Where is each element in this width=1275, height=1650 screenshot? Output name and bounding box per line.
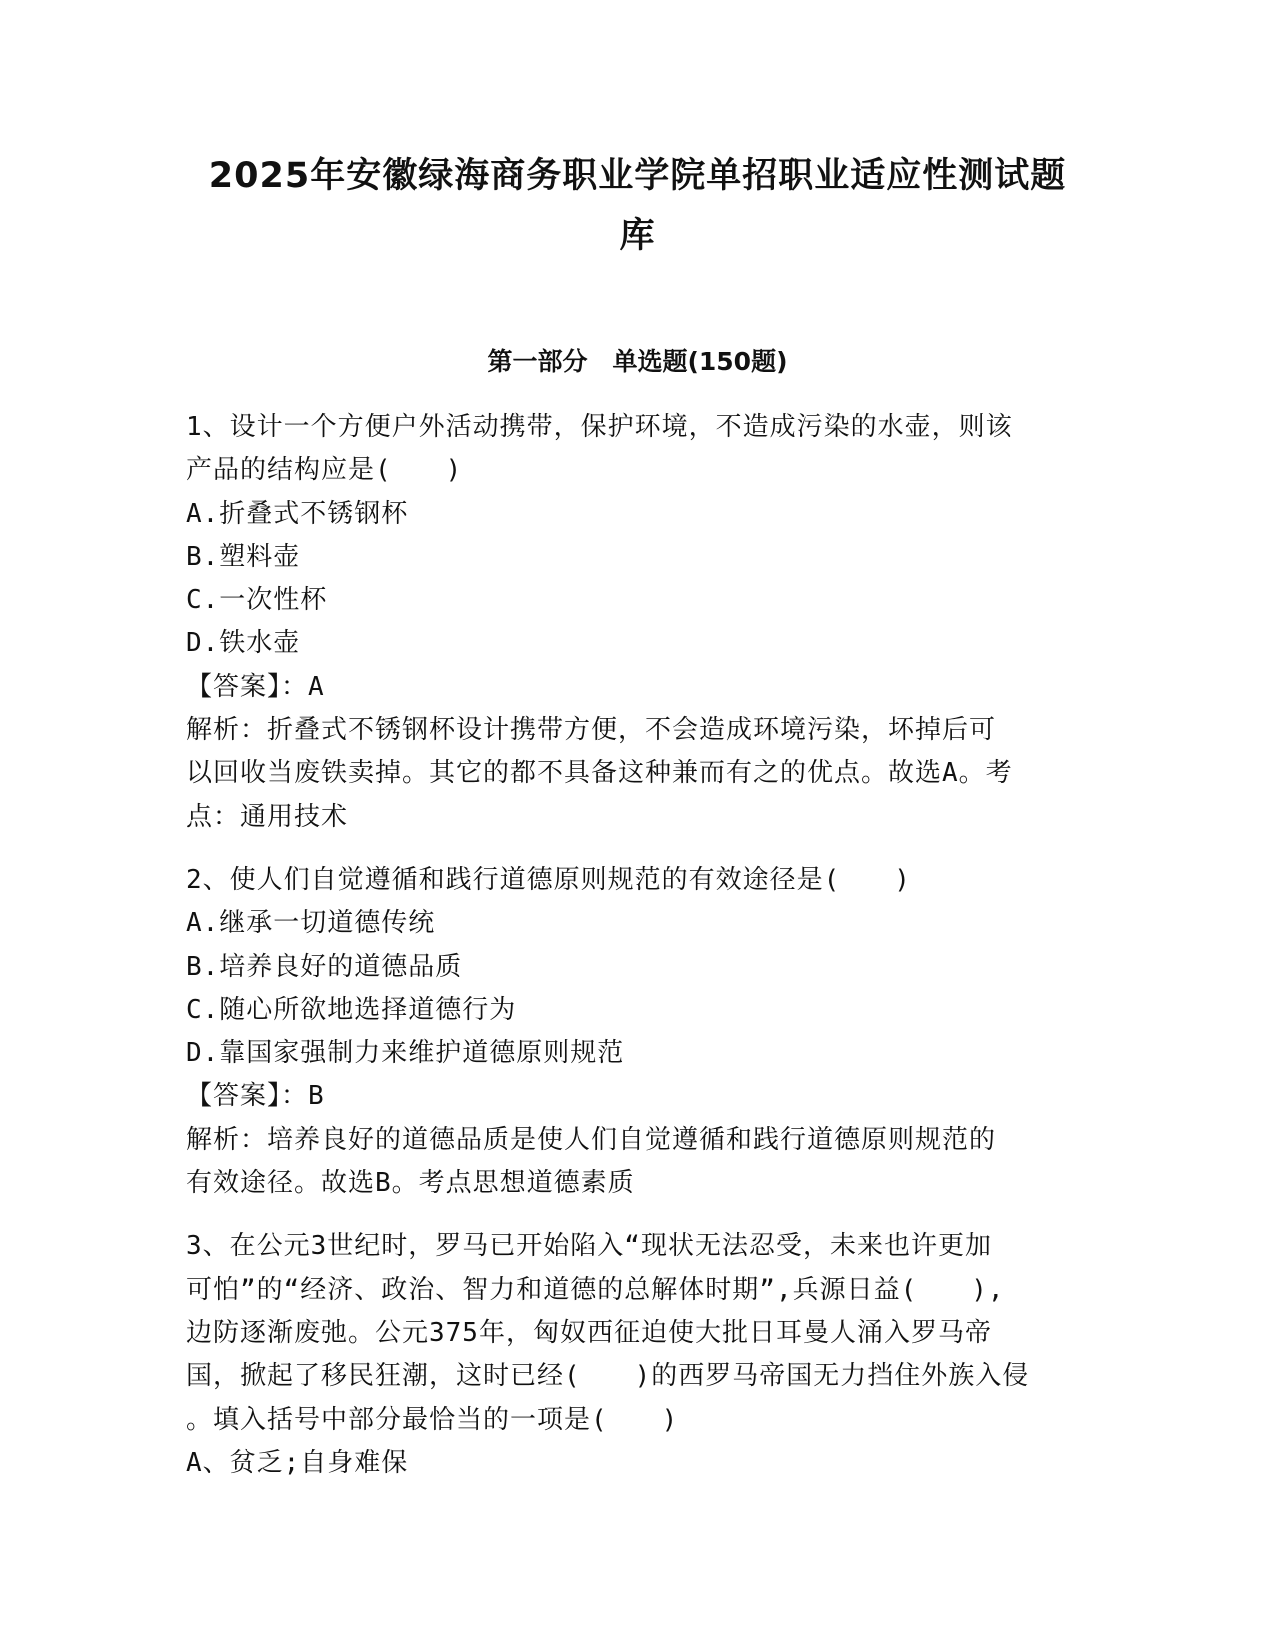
option-b: B.塑料壶 [186,541,301,572]
analysis-text: 解析：培养良好的道德品质是使人们自觉遵循和践行道德原则规范的 [186,1124,997,1155]
answer-row [186,666,1086,709]
answer-label: 【答案】： [186,671,309,702]
question-stem: 边防逐渐废弛。公元375年，匈奴西征迫使大批日耳曼人涌入罗马帝 [186,1317,992,1348]
option-a: A、贫乏;自身难保 [186,1447,409,1478]
document-title [180,146,1095,266]
question-list [186,406,1086,1505]
question-stem: 产品的结构应是( ) [186,455,463,486]
answer-value: A [308,671,325,702]
analysis-text: 以回收当废铁卖掉。其它的都不具备这种兼而有之的优点。故选A。考 [186,758,1013,789]
option-a: A.折叠式不锈钢杯 [186,498,409,529]
question-stem: 。填入括号中部分最恰当的一项是( ) [186,1404,679,1435]
section-heading: 第一部分 单选题(150题) [487,347,788,376]
question-3 [186,1225,1086,1485]
analysis-text: 解析：折叠式不锈钢杯设计携带方便，不会造成环境污染，坏掉后可 [186,715,997,746]
option-d: D.靠国家强制力来维护道德原则规范 [186,1038,625,1069]
question-stem: 2、使人们自觉遵循和践行道德原则规范的有效途径是( ) [186,864,911,895]
question-2 [186,859,1086,1205]
option-c: C.一次性杯 [186,585,328,616]
answer-value: B [308,1081,325,1112]
question-stem: 1、设计一个方便户外活动携带，保护环境，不造成污染的水壶，则该 [186,412,1013,442]
question-stem: 3、在公元3世纪时，罗马已开始陷入“现状无法忍受，未来也许更加 [186,1231,992,1262]
answer-row [186,1075,1086,1118]
title-line-2: 库 [619,216,656,256]
option-a: A.继承一切道德传统 [186,908,436,939]
option-b: B.培养良好的道德品质 [186,951,463,982]
question-stem: 国，掀起了移民狂潮，这时已经( )的西罗马帝国无力挡住外族入侵 [186,1361,1030,1392]
question-stem: 可怕”的“经济、政治、智力和道德的总解体时期”,兵源日益( ), [186,1274,1005,1305]
option-d: D.铁水壶 [186,628,301,659]
analysis-text: 有效途径。故选B。考点思想道德素质 [186,1168,635,1199]
option-c: C.随心所欲地选择道德行为 [186,994,517,1025]
analysis-text: 点：通用技术 [186,801,349,832]
answer-label: 【答案】： [186,1081,309,1112]
title-line-1: 2025年安徽绿海商务职业学院单招职业适应性测试题 [208,156,1067,196]
question-1 [186,406,1086,839]
